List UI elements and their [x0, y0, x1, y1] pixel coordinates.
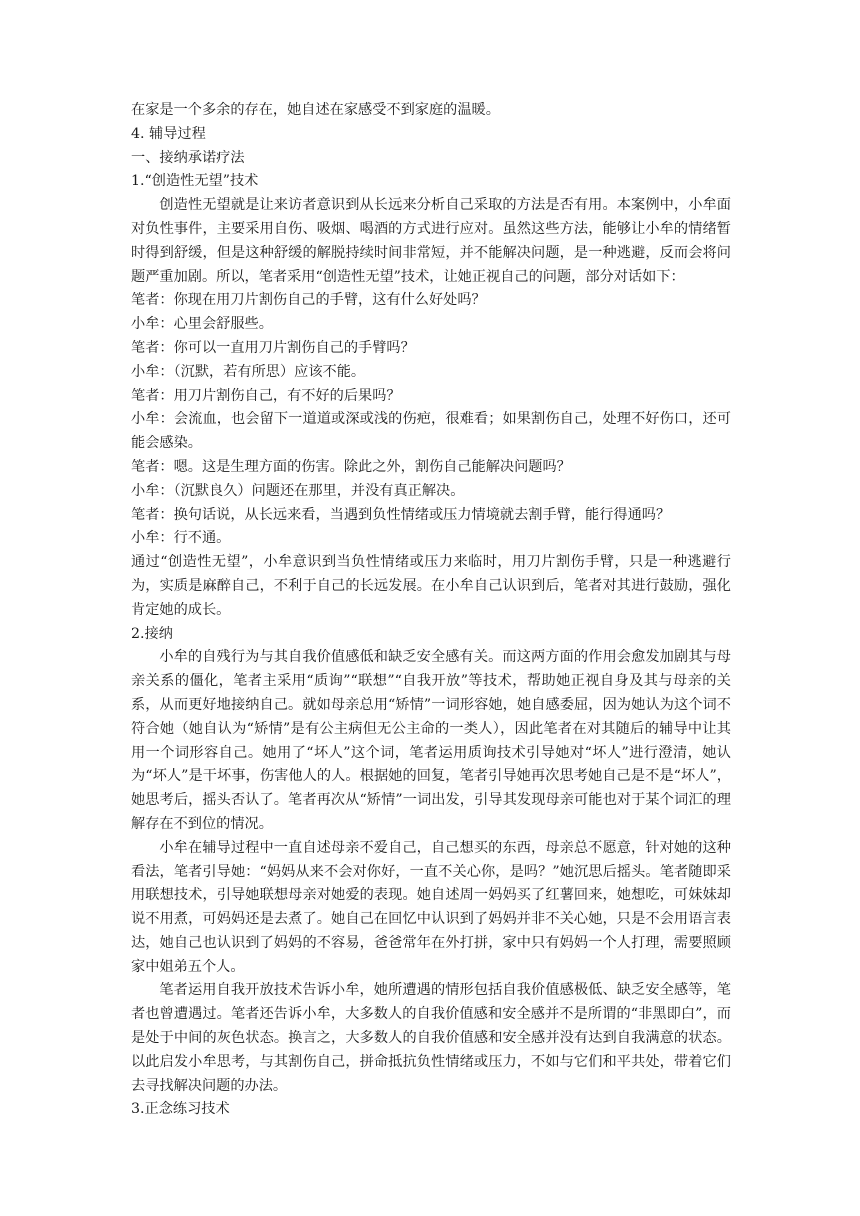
paragraph: 小牟在辅导过程中一直自述母亲不爱自己，自己想买的东西，母亲总不愿意，针对她的这种看法，笔者引导她：“妈妈从来不会对你好，一直不关心你，是吗？”她沉思后摇头。笔者随即采用联想技术，引导她联想母亲对她爱的表现。她自述周一妈妈买了红薯回来，她想吃，可妹妹却说不用煮，可妈妈还是去煮了。她自己在回忆中认识到了妈妈并非不关心她，只是不会用语言表达，她自己也认识到了妈妈的不容易，爸爸常年在外打拼，家中只有妈妈一个人打理，需要照顾家中姐弟五个人。: [131, 839, 731, 975]
dialogue-line: 笔者：你可以一直用刀片割伤自己的手臂吗？: [131, 339, 415, 356]
document-page: [131, 99, 731, 1122]
technique-heading: 1.“创造性无望”技术: [131, 173, 259, 190]
paragraph: 创造性无望就是让来访者意识到从长远来分析自己采取的方法是否有用。本案例中，小牟面对负性事件，主要采用自伤、吸烟、喝酒的方式进行应对。虽然这些方法，能够让小牟的情绪暂时得到舒缓，但是这种舒缓的解脱持续时间非常短，并不能解决问题，是一种逃避，反而会将问题严重加剧。所以，笔者采用“创造性无望”技术，让她正视自己的问题，部分对话如下：: [131, 197, 731, 285]
paragraph: 在家是一个多余的存在，她自述在家感受不到家庭的温暖。: [131, 102, 500, 118]
dialogue-line: 小牟：行不通。: [131, 530, 231, 547]
dialogue-line: 笔者：你现在用刀片割伤自己的手臂，这有什么好处吗？: [131, 292, 486, 309]
dialogue-line: 笔者：用刀片割伤自己，有不好的后果吗？: [131, 387, 401, 404]
dialogue-line: 笔者：换句话说，从长远来看，当遇到负性情绪或压力情境就去割手臂，能行得通吗？: [131, 506, 671, 523]
subsection-heading: 一、接纳承诺疗法: [131, 149, 245, 166]
technique-heading: 2.接纳: [131, 625, 173, 642]
section-heading: 4. 辅导过程: [131, 125, 206, 142]
dialogue-line: 小牟：（沉默良久）问题还在那里，并没有真正解决。: [131, 482, 465, 499]
dialogue-line: 小牟：会流血，也会留下一道道或深或浅的伤疤，很难看；如果割伤自己，处理不好伤口，还可能会感染。: [131, 411, 731, 452]
paragraph: 通过“创造性无望”，小牟意识到当负性情绪或压力来临时，用刀片割伤手臂，只是一种逃避行为，实质是麻醉自己，不利于自己的长远发展。在小牟自己认识到后，笔者对其进行鼓励，强化肯定她的成长。: [131, 554, 731, 618]
paragraph: 笔者运用自我开放技术告诉小牟，她所遭遇的情形包括自我价值感极低、缺乏安全感等，笔者也曾遭遇过。笔者还告诉小牟，大多数人的自我价值感和安全感并不是所谓的“非黑即白”，而是处于中间的灰色状态。换言之，大多数人的自我价值感和安全感并没有达到自我满意的状态。以此启发小牟思考，与其割伤自己，拼命抵抗负性情绪或压力，不如与它们和平共处，带着它们去寻找解决问题的办法。: [131, 982, 731, 1094]
dialogue-line: 小牟：心里会舒服些。: [131, 316, 273, 333]
dialogue-line: 小牟：（沉默，若有所思）应该不能。: [131, 363, 366, 380]
paragraph: 小牟的自残行为与其自我价值感低和缺乏安全感有关。而这两方面的作用会愈发加剧其与母亲关系的僵化，笔者主采用“质询”“联想”“自我开放”等技术，帮助她正视自身及其与母亲的关系，从而更好地接纳自己。就如母亲总用“矫情”一词形容她，她自感委屈，因为她认为这个词不符合她（她自认为“矫情”是有公主病但无公主命的一类人），因此笔者在对其随后的辅导中让其用一个词形容自己。她用了“坏人”这个词，笔者运用质询技术引导她对“坏人”进行澄清，她认为“坏人”是干坏事，伤害他人的人。根据她的回复，笔者引导她再次思考她自己是不是“坏人”，她思考后，摇头否认了。笔者再次从“矫情”一词出发，引导其发现母亲可能也对于某个词汇的理解存在不到位的情况。: [131, 649, 731, 832]
dialogue-line: 笔者：嗯。这是生理方面的伤害。除此之外，割伤自己能解决问题吗？: [131, 458, 571, 475]
technique-heading: 3.正念练习技术: [131, 1101, 230, 1118]
